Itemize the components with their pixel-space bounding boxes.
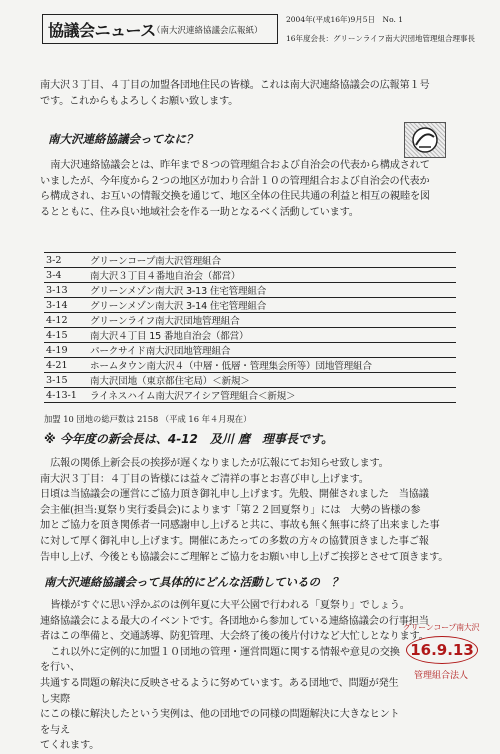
section3-line: 共通する問題の解決に反映させるように努めています。ある団地で、問題が発生し実際 xyxy=(40,677,399,705)
section2-line: 会主催(担当:夏祭り実行委員会)によります「第２２回夏祭り」には 大勢の皆様の参 xyxy=(40,504,421,516)
household-note: 加盟 10 団地の総戸数は 2158 （平成 16 年４月現在） xyxy=(44,414,252,424)
section3-line: 連絡協議会による最大のイベントです。各団地から参加している連絡協議会の行事担当 xyxy=(40,615,429,627)
section1-heading: 南大沢連絡協議会ってなに？ xyxy=(48,132,198,146)
association-table xyxy=(44,252,456,403)
section2-paragraph xyxy=(40,456,470,565)
intro-paragraph xyxy=(40,78,470,109)
association-name: 南大沢３丁目４番地自治会（都営） xyxy=(88,268,456,283)
section3-line: これ以外に定例的に加盟１０団地の管理・運営問題に関する情報や意見の交換を行い、 xyxy=(40,646,400,674)
table-row xyxy=(44,253,456,268)
association-code: 4-21 xyxy=(44,358,88,373)
publisher-line: 16年度会長：グリーンライフ南大沢団地管理組合理事長 xyxy=(286,34,475,43)
section2-line: 広報の関係上新会長の挨拶が遅くなりましたが広報にてお知らせ致します。 xyxy=(50,458,389,469)
stamp-org: グリーンコープ南大沢 xyxy=(402,623,480,632)
table-row xyxy=(44,298,456,313)
association-name: グリーンメゾン南大沢 3-13 住宅管理組合 xyxy=(88,283,456,298)
section2-line: に対して厚く御礼申し上げます。開催にあたっての多数の方々の協賛頂きました事ご報 xyxy=(40,535,429,547)
table-row xyxy=(44,313,456,328)
association-code: 3-15 xyxy=(44,373,88,388)
table-row xyxy=(44,268,456,283)
section3-line: てくれます。 xyxy=(40,740,100,752)
association-code: 3-14 xyxy=(44,298,88,313)
intro-line: です。これからもよろしくお願い致します。 xyxy=(40,95,239,107)
section1-line: 南大沢連絡協議会とは、昨年まで８つの管理組合および自治会の代表から構成されて xyxy=(50,160,430,171)
association-name: パークサイド南大沢団地管理組合 xyxy=(88,343,456,358)
association-code: 4-12 xyxy=(44,313,88,328)
association-logo-icon xyxy=(404,122,446,158)
section2-line: 南大沢３丁目：４丁目の皆様には益々ご清祥の事とお喜び申し上げます。 xyxy=(40,473,369,485)
issue-date: 2004年(平成16年)9月5日 No. 1 xyxy=(286,15,404,24)
table-row xyxy=(44,283,456,298)
section2-line: 告申し上げ、今後とも協議会にご理解とご協力をお願い申し上げご挨拶とさせて頂きます。 xyxy=(40,551,449,563)
association-code: 3-13 xyxy=(44,283,88,298)
section3-line: にこの様に解決したという実例は、他の団地での同様の問題解決に大きなヒントを与え xyxy=(40,709,400,736)
table-row xyxy=(44,328,456,343)
section3-paragraph xyxy=(40,598,429,754)
newsletter-title: 協議会ニュース xyxy=(48,21,156,40)
section1-line: いましたが、今年度から２つの地区が加わり合計１０の管理組合および自治会の代表か xyxy=(40,175,430,187)
received-stamp xyxy=(398,612,484,688)
association-name: ライネスハイム南大沢アイシア管理組合＜新規＞ xyxy=(88,388,456,403)
association-code: 4-15 xyxy=(44,328,88,343)
section3-line: 皆様がすぐに思い浮かぶのは例年夏に大平公園で行われる「夏祭り」でしょう。 xyxy=(50,600,410,611)
section1-line: るとともに、住み良い地域社会を作る一助となるべく活動しています。 xyxy=(40,206,359,218)
association-name: 南大沢４丁目 15 番地自治会（都営） xyxy=(88,328,456,343)
section2-line: 加とご協力を頂き関係者一同感謝申し上げると共に、事故も無く無事に終了出来ました事 xyxy=(40,520,440,532)
association-code: 4-13-1 xyxy=(44,388,88,403)
association-name: ホームタウン南大沢４（中層・低層・管理集会所等）団地管理組合 xyxy=(88,358,456,373)
section3-line: 者はこの準備と、交通誘導、防犯管理、大会終了後の後片付けなど大忙しとなります。 xyxy=(40,631,429,643)
table-row xyxy=(44,343,456,358)
section1-paragraph xyxy=(40,158,470,220)
association-name: グリーンメゾン南大沢 3-14 住宅管理組合 xyxy=(88,298,456,313)
association-code: 4-19 xyxy=(44,343,88,358)
newsletter-subtitle: （南大沢連絡協議会広報紙） xyxy=(152,26,263,36)
stamp-type: 管理組合法人 xyxy=(413,671,468,681)
association-code: 3-4 xyxy=(44,268,88,283)
table-row xyxy=(44,358,456,373)
association-name: グリーンコープ南大沢管理組合 xyxy=(88,253,456,268)
association-name: グリーンライフ南大沢団地管理組合 xyxy=(88,313,456,328)
table-row xyxy=(44,373,456,388)
section1-line: ら構成され、お互いの情報交換を通じて、地区全体の住民共通の利益と相互の親睦を図 xyxy=(40,191,430,203)
intro-line: 南大沢３丁目、４丁目の加盟各団地住民の皆様。これは南大沢連絡協議会の広報第１号 xyxy=(40,80,430,91)
section3-heading: 南大沢連絡協議会って具体的にどんな活動しているの ？ xyxy=(44,575,343,589)
association-name: 南大沢団地（東京都住宅局）＜新規＞ xyxy=(88,373,456,388)
association-code: 3-2 xyxy=(44,253,88,268)
table-row xyxy=(44,388,456,403)
stamp-date: 16.9.13 xyxy=(406,636,478,664)
section2-heading: ※ 今年度の新会長は、4-12 及川 麿 理事長です。 xyxy=(44,432,334,446)
section2-line: 日頃は当協議会の運営にご協力頂き御礼申し上げます。先般、開催されました 当協議 xyxy=(40,489,429,501)
